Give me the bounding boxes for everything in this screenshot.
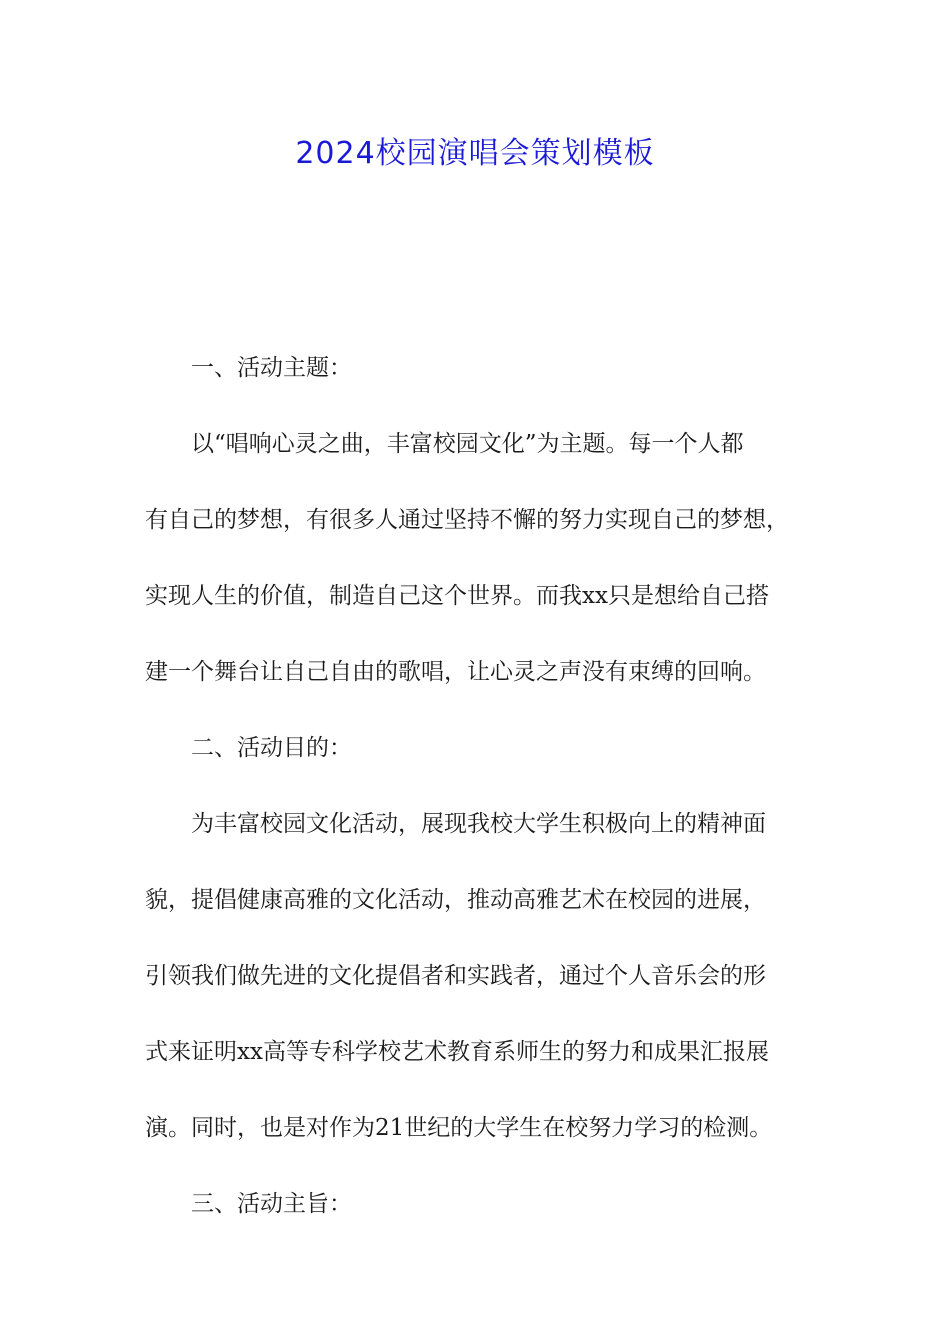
paragraph-line: 引领我们做先进的文化提倡者和实践者，通过个人音乐会的形 [145,963,766,989]
section-heading-purpose: 二、活动目的： [191,735,352,761]
paragraph-line: 实现人生的价值，制造自己这个世界。而我xx只是想给自己搭 [145,583,769,609]
paragraph-line: 演。同时，也是对作为21世纪的大学生在校努力学习的检测。 [145,1115,773,1141]
section-heading-aim: 三、活动主旨： [191,1191,352,1217]
paragraph-line: 建一个舞台让自己自由的歌唱，让心灵之声没有束缚的回响。 [145,659,766,685]
section-heading-theme: 一、活动主题： [191,355,352,381]
paragraph-line: 貌，提倡健康高雅的文化活动，推动高雅艺术在校园的进展， [145,887,766,913]
document-title: 2024校园演唱会策划模板 [295,136,655,171]
paragraph-line: 有自己的梦想，有很多人通过坚持不懈的努力实现自己的梦想， [145,507,789,533]
paragraph-line: 以“唱响心灵之曲，丰富校园文化”为主题。每一个人都 [191,431,744,457]
paragraph-line: 为丰富校园文化活动，展现我校大学生积极向上的精神面 [191,811,766,837]
paragraph-line: 式来证明xx高等专科学校艺术教育系师生的努力和成果汇报展 [145,1039,769,1065]
document-body [145,330,815,1242]
